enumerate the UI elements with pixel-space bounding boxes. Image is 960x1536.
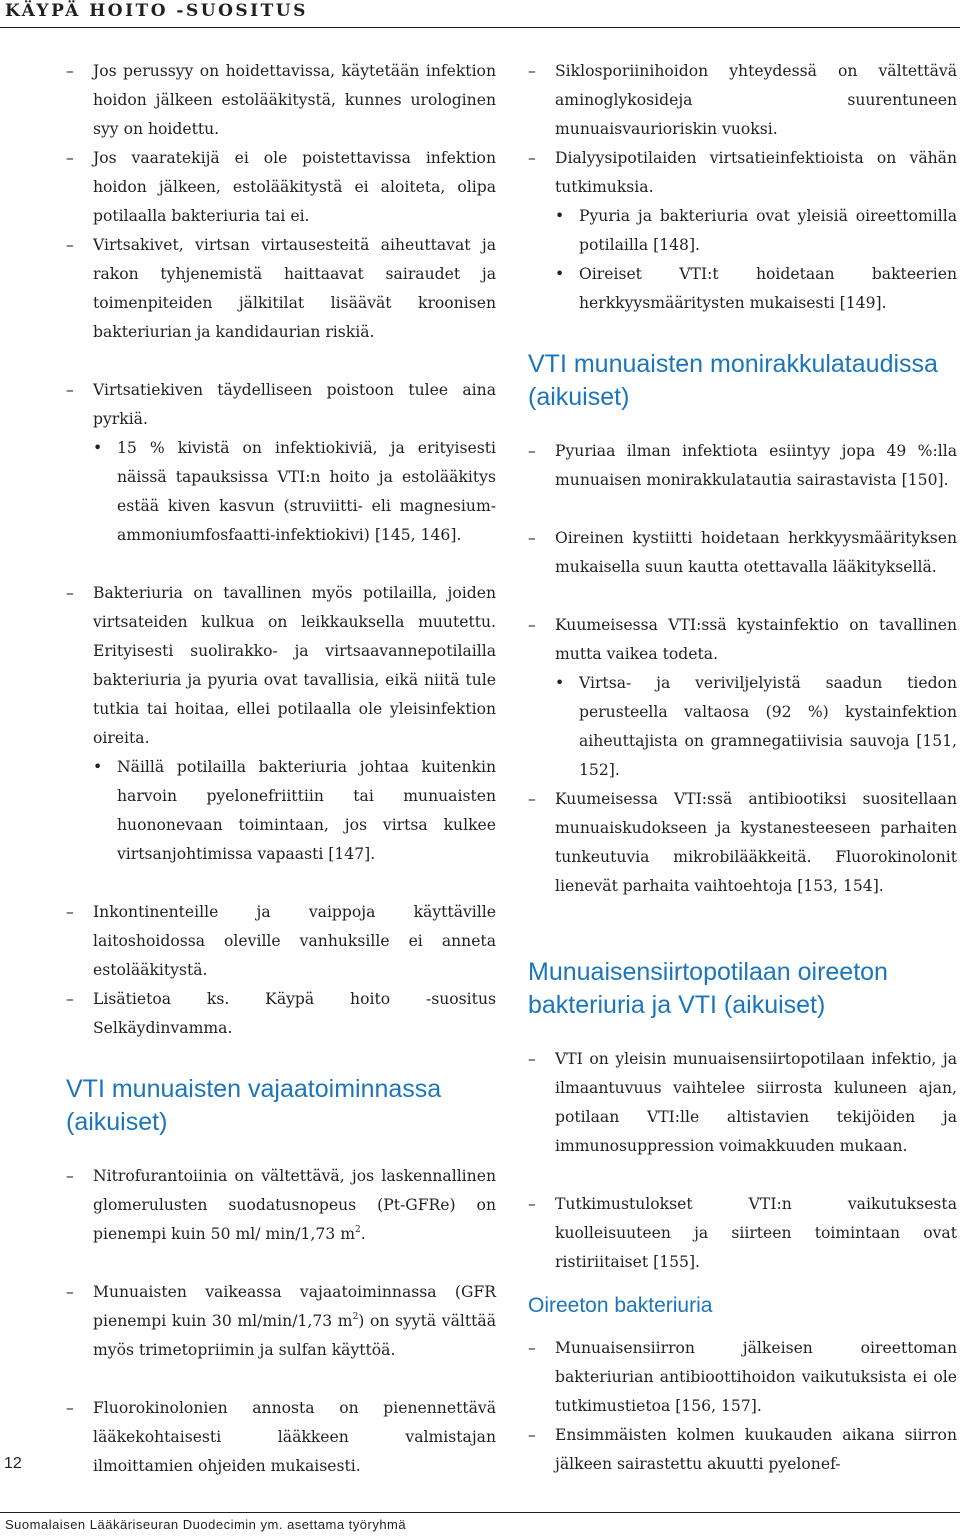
list-bullet: • Pyuria ja bakteriuria ovat yleisiä oireettomilla potilailla [148]. bbox=[528, 202, 957, 260]
list-item: – Oireinen kystiitti hoidetaan herkkyysmäärityksen mukaisella suun kautta otettavalla lääkityksellä. bbox=[528, 524, 957, 611]
list-bullet: • 15 % kivistä on infektiokiviä, ja erityisesti näissä tapauksissa VTI:n hoito ja estolääkitys estää kiven kasvun (struviitti- eli magnesium-ammoniumfosfaatti-infektiokivi) [145, 146]. bbox=[66, 434, 496, 579]
list-item: – Virtsakivet, virtsan virtausesteitä aiheuttavat ja rakon tyhjenemistä haittaavat sairaudet ja toimenpiteiden jälkitilat lisäävät kroonisen bakteriurian ja kandidaurian riskiä. bbox=[66, 231, 496, 376]
list-item: – Pyuriaa ilman infektiota esiintyy jopa 49 %:lla munuaisen monirakkulatautia sairastavista [150]. bbox=[528, 437, 957, 524]
list-item: – Jos perussyy on hoidettavissa, käytetään infektion hoidon jälkeen estolääkitystä, kunnes urologinen syy on hoidettu. bbox=[66, 57, 496, 144]
list-item: – Siklosporiinihoidon yhteydessä on vältettävä aminoglykosideja suurentuneen munuaisvaurioriskin vuoksi. bbox=[528, 57, 957, 144]
list-item: – Tutkimustulokset VTI:n vaikutuksesta kuolleisuuteen ja siirteen toimintaan ovat ristiriitaiset [155]. bbox=[528, 1190, 957, 1277]
list-item: – Inkontinenteille ja vaippoja käyttäville laitoshoidossa oleville vanhuksille ei anneta estolääkitystä. bbox=[66, 898, 496, 985]
header-title: KÄYPÄ HOITO -SUOSITUS bbox=[5, 1, 308, 21]
list-item: – VTI on yleisin munuaisensiirtopotilaan infektio, ja ilmaantuvuus vaihtelee siirrosta kuluneen ajan, potilaan VTI:lle altistavien tekijöiden ja immunosuppression voimakkuuden mukaan. bbox=[528, 1045, 957, 1190]
list-item: – Lisätietoa ks. Käypä hoito -suositus Selkäydinvamma. bbox=[66, 985, 496, 1043]
header-rule bbox=[0, 27, 960, 28]
page-number: 12 bbox=[4, 1455, 22, 1472]
footer-rule bbox=[0, 1512, 960, 1513]
list-bullet: • Oireiset VTI:t hoidetaan bakteerien herkkyysmääritysten mukaisesti [149]. bbox=[528, 260, 957, 318]
list-bullet: • Virtsa- ja veriviljelyistä saadun tiedon perusteella valtaosa (92 %) kystainfektion aiheuttajista on gramnegatiivisia sauvoja [151, 152]. bbox=[528, 669, 957, 785]
left-column bbox=[66, 57, 496, 1481]
list-item: – Munuaisensiirron jälkeisen oireettoman bakteriurian antibioottihoidon vaikutuksista ei ole tutkimustietoa [156, 157]. bbox=[528, 1334, 957, 1421]
page-header bbox=[0, 0, 960, 26]
section-heading-transplant: Munuaisensiirtopotilaan oireeton bakteriuria ja VTI (aikuiset) bbox=[528, 958, 888, 1019]
list-item: – Fluorokinolonien annosta on pienennettävä lääkekohtaisesti lääkkeen valmistajan ilmoittamien ohjeiden mukaisesti. bbox=[66, 1394, 496, 1481]
footer-publisher: Suomalaisen Lääkäriseuran Duodecimin ym. asettama työryhmä bbox=[5, 1517, 407, 1532]
list-item: – Bakteriuria on tavallinen myös potilailla, joiden virtsateiden kulkua on leikkauksella muutettu. Erityisesti suolirakko- ja virtsaavannepotilailla bakteriuria ja pyuria ovat tavallisia, eikä niitä tule tutkia tai hoitaa, ellei potilaalla ole yleisinfektion oireita. bbox=[66, 579, 496, 753]
right-column bbox=[528, 57, 957, 1479]
list-item: – Jos vaaratekijä ei ole poistettavissa infektion hoidon jälkeen, estolääkitystä ei aloiteta, olipa potilaalla bakteriuria tai ei. bbox=[66, 144, 496, 231]
list-item: – Munuaisten vaikeassa vajaatoiminnassa (GFR pienempi kuin 30 ml/min/1,73 $m^2$) on syytä välttää myös trimetopriimin ja sulfan käyttöä. bbox=[66, 1278, 496, 1394]
list-item: – Nitrofurantoiinia on vältettävä, jos laskennallinen glomerulusten suodatusnopeus (Pt-GFRe) on pienempi kuin 50 ml/ min/1,73 $m^2$. bbox=[66, 1162, 496, 1278]
subheading-asymptomatic: Oireeton bakteriuria bbox=[528, 1294, 713, 1317]
list-item: – Kuumeisessa VTI:ssä antibiootiksi suositellaan munuaiskudokseen ja kystanesteeseen parhaiten tunkeutuvia mikrobilääkkeitä. Fluorokinolonit lienevät parhaita vaihtoehtoja [153, 154]. bbox=[528, 785, 957, 930]
list-item: – Ensimmäisten kolmen kuukauden aikana siirron jälkeen sairastettu akuutti pyelonef- bbox=[528, 1421, 957, 1479]
list-bullet: • Näillä potilailla bakteriuria johtaa kuitenkin harvoin pyelonefriittiin tai munuaisten huononevaan toimintaan, jos virtsa kulkee virtsanjohtimissa vapaasti [147]. bbox=[66, 753, 496, 898]
list-item: – Kuumeisessa VTI:ssä kystainfektio on tavallinen mutta vaikea todeta. bbox=[528, 611, 957, 669]
list-item: – Virtsatiekiven täydelliseen poistoon tulee aina pyrkiä. bbox=[66, 376, 496, 434]
section-heading-polycystic: VTI munuaisten monirakkulataudissa (aikuiset) bbox=[528, 350, 938, 411]
section-heading-kidney-insufficiency: VTI munuaisten vajaatoiminnassa (aikuiset) bbox=[66, 1075, 442, 1136]
list-item: – Dialyysipotilaiden virtsatieinfektioista on vähän tutkimuksia. bbox=[528, 144, 957, 202]
